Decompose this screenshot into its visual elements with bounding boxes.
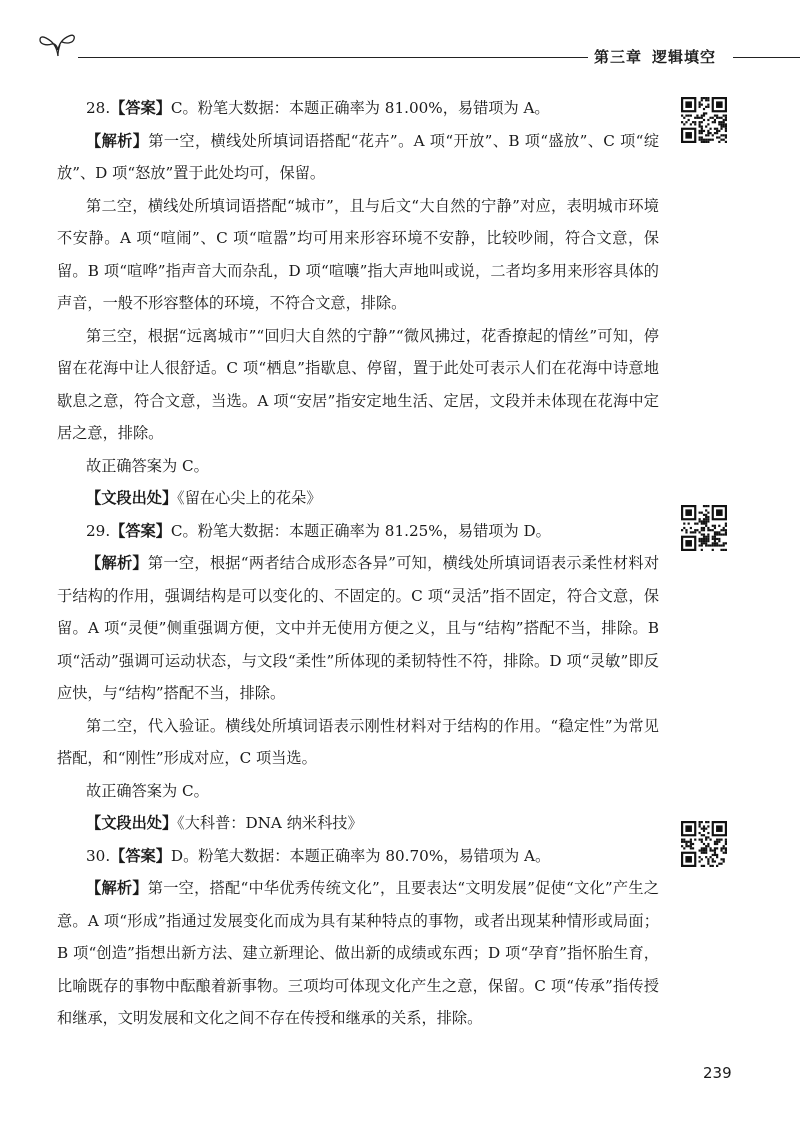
conclusion-paragraph: 故正确答案为 C。 — [86, 456, 209, 475]
answer-tag: 【答案】 — [110, 521, 171, 540]
analysis-text: 第一空，根据“两者结合成形态各异”可知，横线处所填词语表示柔性材料对于结构的作用，强调结构是可以变化的、不固定的。C 项“灵活”指不固定，符合文意，保留。A 项“灵便”侧重强调方便，文中并无使用方便之义，且与“结构”搭配不当，排除。B 项“活动”强调可运动状态，与文段“柔性”所体现的柔韧特性不符，排除。D 项“灵敏”即反应快，与“结构”搭配不当，排除。 — [57, 554, 660, 702]
analysis-tag: 【解析】 — [86, 554, 148, 572]
qr-code-icon[interactable] — [681, 505, 727, 551]
answer-text: C。粉笔大数据：本题正确率为 81.25%，易错项为 D。 — [170, 521, 551, 540]
analysis-paragraph: 第二空，代入验证。横线处所填词语表示刚性材料对于结构的作用。“稳定性”为常见搭配，和“刚性”形成对应，C 项当选。 — [57, 716, 659, 767]
answer-text: C。粉笔大数据：本题正确率为 81.00%，易错项为 A。 — [170, 99, 550, 117]
chapter-label: 第三章 — [594, 48, 643, 66]
page-number: 239 — [703, 1064, 732, 1082]
answer-paragraph — [57, 515, 659, 548]
answer-paragraph — [57, 840, 659, 873]
question-number: 30. — [86, 846, 111, 865]
question-number: 29. — [86, 521, 111, 540]
answer-tag: 【答案】 — [110, 846, 171, 865]
source-tag: 【文段出处】 — [86, 814, 178, 832]
qr-code-icon[interactable] — [681, 97, 727, 143]
header-rule-left — [78, 57, 588, 58]
source-paragraph — [57, 807, 659, 840]
source-tag: 【文段出处】 — [86, 489, 178, 507]
source-paragraph — [57, 482, 659, 515]
source-text: 《留在心尖上的花朵》 — [177, 489, 322, 507]
analysis-paragraph: 第三空，根据“远离城市”“回归大自然的宁静”“微风拂过，花香撩起的情丝”可知，停留在花海中让人很舒适。C 项“栖息”指歇息、停留，置于此处可表示人们在花海中诗意地歇息之意，符合文意，当选。A 项“安居”指安定地生活、定居，文段并未体现在花海中定居之意，排除。 — [57, 326, 659, 442]
page-content — [57, 92, 659, 1035]
analysis-tag: 【解析】 — [86, 131, 149, 150]
leaf-ornament-icon — [38, 28, 78, 58]
section-label: 逻辑填空 — [652, 48, 717, 66]
answer-text: D。粉笔大数据：本题正确率为 80.70%，易错项为 A。 — [170, 846, 551, 865]
chapter-title — [594, 46, 716, 67]
question-number: 28. — [86, 99, 111, 117]
page-header — [0, 0, 800, 80]
analysis-paragraph: 第二空，横线处所填词语搭配“城市”，且与后文“大自然的宁静”对应，表明城市环境不安静。A 项“喧闹”、C 项“喧嚣”均可用来形容环境不安静，比较吵闹，符合文意，保留。B 项“喧哗”指声音大而杂乱，D 项“喧嚷”指大声地叫或说，二者均多用来形容具体的声音，一般不形容整体的环境，不符合文意，排除。 — [57, 196, 659, 312]
answer-tag: 【答案】 — [110, 99, 171, 117]
qr-code-icon[interactable] — [681, 821, 727, 867]
analysis-text: 第一空，搭配“中华优秀传统文化”，且要表达“文明发展”促使“文化”产生之意。A 项“形成”指通过发展变化而成为具有某种特点的事物，或者出现某种情形或局面；B 项“创造”指想出新方法、建立新理论、做出新的成绩或东西；D 项“孕育”指怀胎生育，比喻既存的事物中酝酿着新事物。三项均可体现文化产生之意，保留。C 项“传承”指传授和继承，文明发展和文化之间不存在传授和继承的关系，排除。 — [57, 879, 659, 1027]
conclusion-paragraph: 故正确答案为 C。 — [86, 781, 209, 800]
header-rule-right — [733, 57, 800, 58]
analysis-text: 第一空，横线处所填词语搭配“花卉”。A 项“开放”、B 项“盛放”、C 项“绽放”、D 项“怒放”置于此处均可，保留。 — [57, 131, 660, 182]
analysis-paragraph — [57, 872, 659, 1035]
answer-paragraph — [57, 92, 659, 125]
analysis-paragraph — [57, 547, 659, 710]
source-text: 《大科普：DNA 纳米科技》 — [177, 814, 363, 832]
analysis-paragraph — [57, 125, 659, 190]
analysis-tag: 【解析】 — [86, 879, 148, 897]
